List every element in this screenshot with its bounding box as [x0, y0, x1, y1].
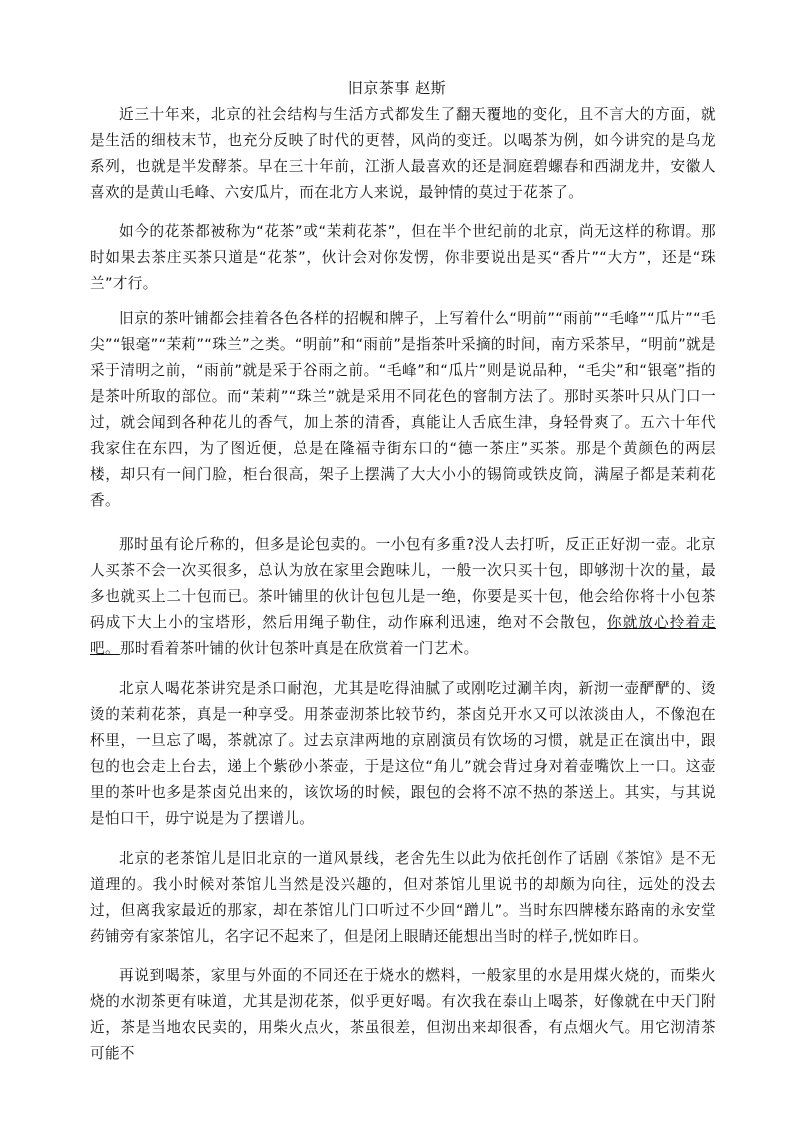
paragraph-4 [90, 532, 716, 662]
paragraph-3: 旧京的茶叶铺都会挂着各色各样的招幌和牌子，上写着什么“明前”“雨前”“毛峰”“瓜片”“毛尖”“银毫”“茉莉”“珠兰”之类。“明前”和“雨前”是指茶叶采摘的时间，南方采茶早，“明前”就是采于清明之前，“雨前”就是采于谷雨之前。“毛峰”和“瓜片”则是说品种，“毛尖”和“银毫”指的是茶叶所取的部位。而“茉莉”“珠兰”就是采用不同花色的窨制方法了。那时买茶叶只从门口一过，就会闻到各种花儿的香气，加上茶的清香，真能让人舌底生津，身轻骨爽了。五六十年代我家住在东四，为了图近便，总是在隆福寺街东口的“德一茶庄”买茶。那是个黄颜色的两层楼，却只有一间门脸，柜台很高，架子上摆满了大大小小的锡筒或铁皮筒，满屋子都是茉莉花香。 [90, 310, 716, 509]
paragraph-7: 再说到喝茶，家里与外面的不同还在于烧水的燃料，一般家里的水是用煤火烧的，而柴火烧的水沏茶更有味道，尤其是沏花茶，似乎更好喝。有次我在泰山上喝茶，好像就在中天门附近，茶是当地农民卖的，用柴火点火，茶虽很差，但沏出来却很香，有点烟火气。用它沏清茶可能不 [90, 967, 716, 1062]
underlined-sentence: 你就放心拎着走吧。 [90, 614, 716, 657]
paragraph-1: 近三十年来，北京的社会结构与生活方式都发生了翻天覆地的变化，且不言大的方面，就是生活的细枝末节，也充分反映了时代的更替，风尚的变迁。以喝茶为例，如今讲究的是乌龙系列，也就是半发酵茶。早在三十年前，江浙人最喜欢的还是洞庭碧螺春和西湖龙井，安徽人喜欢的是黄山毛峰、六安瓜片，而在北方人来说，最钟情的莫过于花茶了。 [90, 106, 716, 201]
paragraph-4-tail: 那时看着茶叶铺的伙计包茶叶真是在欣赏着一门艺术。 [119, 640, 479, 657]
paragraph-5: 北京人喝花茶讲究是杀口耐泡，尤其是吃得油腻了或刚吃过涮羊肉，新沏一壶酽酽的、烫烫的茉莉花茶，真是一种享受。用茶壶沏茶比较节约，茶卤兑开水又可以浓淡由人，不像泡在杯里，一旦忘了喝，茶就凉了。过去京津两地的京剧演员有饮场的习惯，就是正在演出中，跟包的也会走上台去，递上个紫砂小茶壶，于是这位“角儿”就会背过身对着壶嘴饮上一口。这壶里的茶叶也多是茶卤兑出来的，该饮场的时候，跟包的会将不凉不热的茶送上。其实，与其说是怕口干，毋宁说是为了摆谱儿。 [90, 680, 716, 827]
paragraph-2: 如今的花茶都被称为“花茶”或“茉莉花茶”，但在半个世纪前的北京，尚无这样的称谓。那时如果去茶庄买茶只道是“花茶”，伙计会对你发愣，你非要说出是买“香片”“大方”，还是“珠兰”才行。 [90, 223, 716, 292]
paragraph-4-text: 那时虽有论斤称的，但多是论包卖的。一小包有多重?没人去打听，反正正好沏一壶。北京人买茶不会一次买很多，总认为放在家里会跑味儿，一般一次只买十包，即够沏十次的量，最多也就买上二十包而已。茶叶铺里的伙计包包儿是一绝，你要是买十包，他会给你将十小包茶码成下大上小的宝塔形，然后用绳子勒住，动作麻利迅速，绝对不会散包， [90, 536, 716, 631]
paragraph-6: 北京的老茶馆儿是旧北京的一道风景线，老舍先生以此为依托创作了话剧《茶馆》是不无道理的。我小时候对茶馆儿当然是没兴趣的，但对茶馆儿里说书的却颇为向往，远处的没去过，但离我家最近的那家，却在茶馆儿门口听过不少回“蹭儿”。当时东四牌楼东路南的永安堂药铺旁有家茶馆儿，名字记不起来了，但是闭上眼睛还能想出当时的样子,恍如昨日。 [90, 850, 716, 945]
article-title: 旧京茶事 赵斯 [347, 79, 447, 97]
